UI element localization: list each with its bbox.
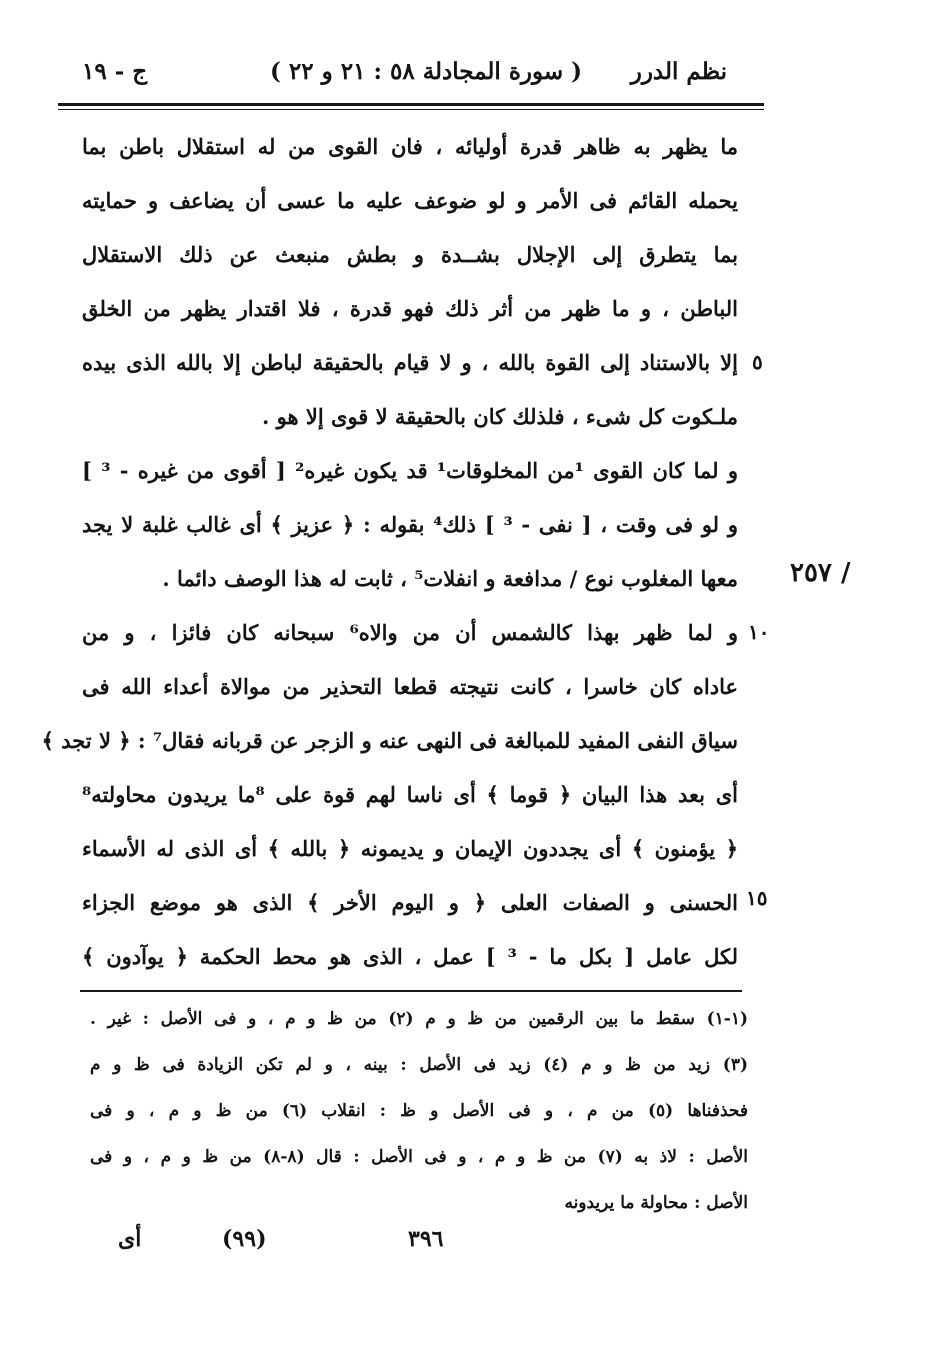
header-rule-thin: [58, 109, 764, 110]
text-line: عاداه كان خاسرا ، كانت نتيجته قطعا التحذير من موالاة أعداء الله فى: [82, 674, 738, 699]
catchword: أى: [118, 1226, 142, 1252]
line-number-15: ١٥: [746, 886, 768, 910]
text-line: الباطن ، و ما ظهر من أثر ذلك فهو قدرة ، فلا اقتدار يظهر من الخلق: [82, 296, 738, 321]
volume-label: ج - ١٩: [82, 58, 148, 85]
text-line: و لما كان القوى ¹من المخلوقات¹ قد يكون غيره² [ أقوى من غيره - ³ ]: [82, 458, 738, 483]
text-line: بما يتطرق إلى الإجلال بشــدة و بطش منبعث عن ذلك الاستقلال: [82, 242, 738, 267]
footnote-line: الأصل : لاذ به (٧) من ظ و م ، و فى الأصل : قال (٨-٨) من ظ و م ، و فى: [90, 1147, 748, 1167]
text-line: و لو فى وقت ، [ نفى - ³ ] ذلك⁴ بقوله : ﴿ عزيز ﴾ أى غالب غلبة لا يجد: [82, 512, 738, 537]
margin-page-reference: ٢٥٧ /: [790, 558, 851, 588]
main-text: [41, 120, 738, 984]
page-number: ٣٩٦: [408, 1226, 444, 1252]
text-line: سياق النفى المفيد للمبالغة فى النهى عنه و الزجر عن قربانه فقال⁷ : ﴿ لا تجد ﴾: [41, 728, 738, 753]
text-line: يحمله القائم فى الأمر و لو ضوعف عليه ما عسى أن يضاعف و حمايته: [82, 188, 738, 213]
text-line: الحسنى و الصفات العلى ﴿ و اليوم الأخر ﴾ الذى هو موضع الجزاء: [82, 890, 738, 915]
text-line: لكل عامل [ بكل ما - ³ ] عمل ، الذى هو محط الحكمة ﴿ يوآدون ﴾: [82, 944, 738, 969]
text-line: ما يظهر به ظاهر قدرة أوليائه ، فان القوى من له استقلال باطن بما: [82, 134, 738, 159]
footnote-line: الأصل : محاولة ما يريدونه: [564, 1193, 748, 1213]
line-number-5: ٥: [752, 350, 763, 374]
surah-reference: ( سورة المجادلة ٥٨ : ٢١ و ٢٢ ): [270, 58, 583, 85]
footnote-line: فحذفناها (٥) من م ، و فى الأصل و ظ : انقلاب (٦) من ظ و م ، و فى: [90, 1101, 749, 1121]
footnote-rule: [80, 990, 742, 992]
text-line: أى بعد هذا البيان ﴿ قوما ﴾ أى ناسا لهم قوة على ⁸ما يريدون محاولته⁸: [82, 782, 738, 807]
header-rule-thick: [58, 103, 764, 106]
line-number-10: ١٠: [748, 620, 770, 644]
text-line: معها المغلوب نوع / مدافعة و انفلات⁵ ، ثابت له هذا الوصف دائما .: [162, 566, 738, 591]
signature-number: (٩٩): [222, 1226, 267, 1252]
text-line: إلا بالاستناد إلى القوة بالله ، و لا قيام بالحقيقة لباطن إلا بالله الذى بيده: [82, 350, 738, 375]
text-line: و لما ظهر بهذا كالشمس أن من والاه⁶ سبحانه كان فائزا ، و من: [82, 620, 738, 645]
book-title: نظم الدرر: [630, 58, 727, 85]
footnote-line: (٣) زيد من ظ و م (٤) زيد فى الأصل : بينه ، و لم تكن الزيادة فى ظ و م: [90, 1055, 748, 1075]
text-line: ملـكوت كل شىء ، فلذلك كان بالحقيقة لا قوى إلا هو .: [262, 404, 738, 429]
text-line: ﴿ يؤمنون ﴾ أى يجددون الإيمان و يديمونه ﴿ بالله ﴾ أى الذى له الأسماء: [82, 836, 738, 861]
footnote-line: (١-١) سقط ما بين الرقمين من ظ و م (٢) من ظ و م ، و فى الأصل : غير .: [90, 1009, 749, 1029]
footnotes: [90, 996, 748, 1226]
